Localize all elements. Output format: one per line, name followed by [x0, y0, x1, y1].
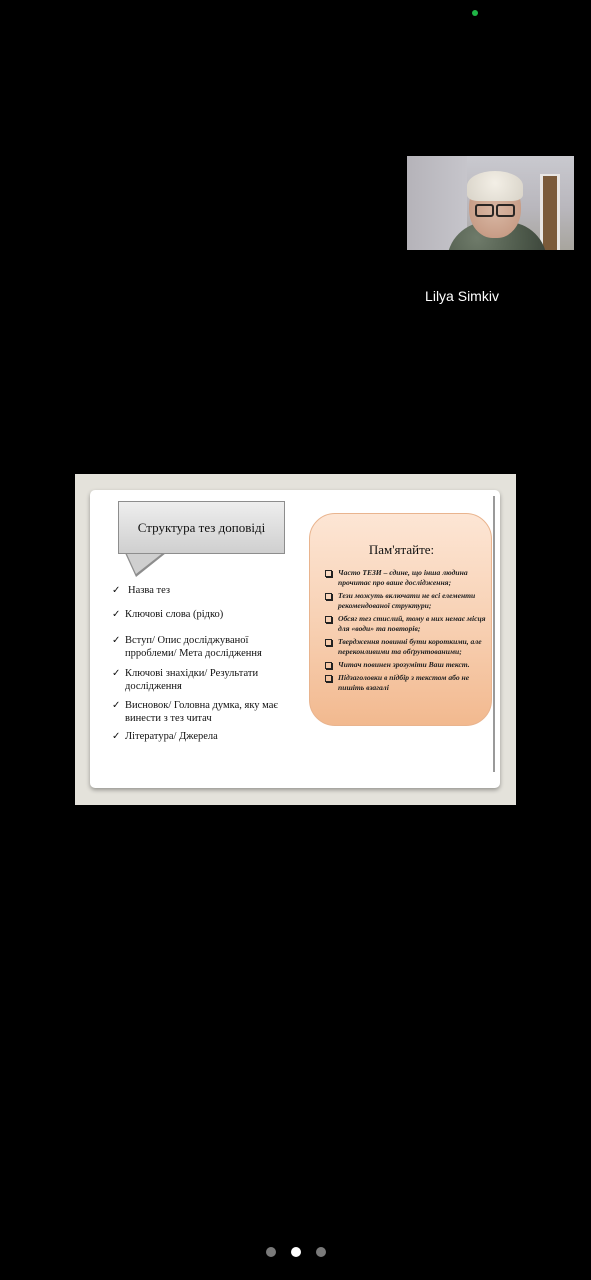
- check-mark-icon: ✓: [112, 609, 121, 620]
- slide-card: [90, 490, 500, 788]
- participant-hair: [467, 171, 523, 201]
- checkbox-bullet-icon: [325, 675, 332, 682]
- remember-list-item: Часто ТЕЗИ – єдине, що інша людина прочитає про ваше дослідження;: [325, 568, 491, 588]
- check-mark-icon: ✓: [112, 585, 121, 596]
- remember-list-item: Читач повинен зрозуміти Ваш текст.: [325, 660, 491, 670]
- page-indicator[interactable]: [264, 1247, 328, 1259]
- structure-list-item: ✓ Вступ/ Опис досліджуваної прроблеми/ Мета дослідження: [112, 635, 262, 659]
- structure-list-item: ✓ Ключові знахідки/ Результати дослідження: [112, 668, 259, 692]
- participant-video-tile[interactable]: [407, 156, 574, 250]
- remember-list-item: Твердження повинні бути короткими, але переконливими та обґрунтованими;: [325, 637, 491, 657]
- structure-list-item: ✓ Література/ Джерела: [112, 731, 218, 742]
- page-dot-2[interactable]: [291, 1247, 301, 1257]
- slide-callout-title: Структура тез доповіді: [118, 501, 285, 554]
- remember-list-item: Обсяг тез стислий, тому в них немає місця для «води» та повторів;: [325, 614, 491, 634]
- check-mark-icon: ✓: [112, 668, 121, 679]
- checkbox-bullet-icon: [325, 593, 332, 600]
- remember-title: Пам'ятайте:: [368, 542, 435, 557]
- camera-indicator-dot: [472, 10, 478, 16]
- checkbox-bullet-icon: [325, 662, 332, 669]
- structure-list-item: ✓ Ключові слова (рідко): [112, 609, 224, 620]
- check-mark-icon: ✓: [112, 700, 121, 711]
- video-background-door: [543, 176, 557, 250]
- remember-list-item: Підзаголовки в підбір з текстом або не пишіть взагалі: [325, 673, 491, 693]
- structure-list-item: ✓ Висновок/ Головна думка, яку має винести з тез читач: [112, 700, 278, 724]
- checkbox-bullet-icon: [325, 616, 332, 623]
- slide-vertical-rule: [493, 496, 495, 772]
- check-mark-icon: ✓: [112, 731, 121, 742]
- page-dot-3[interactable]: [316, 1247, 326, 1257]
- structure-list-item: ✓ Назва тез: [112, 585, 171, 596]
- remember-list: [325, 568, 491, 696]
- participant-glasses: [471, 204, 519, 218]
- checkbox-bullet-icon: [325, 639, 332, 646]
- participant-name-label: Lilya Simkiv: [425, 288, 499, 304]
- checkbox-bullet-icon: [325, 570, 332, 577]
- remember-panel: [309, 513, 492, 726]
- shared-screen-slide[interactable]: [75, 474, 516, 805]
- page-dot-1[interactable]: [266, 1247, 276, 1257]
- callout-tail: [126, 552, 164, 574]
- check-mark-icon: ✓: [112, 635, 121, 646]
- remember-list-item: Тези можуть включати не всі елементи рекомендованої структури;: [325, 591, 491, 611]
